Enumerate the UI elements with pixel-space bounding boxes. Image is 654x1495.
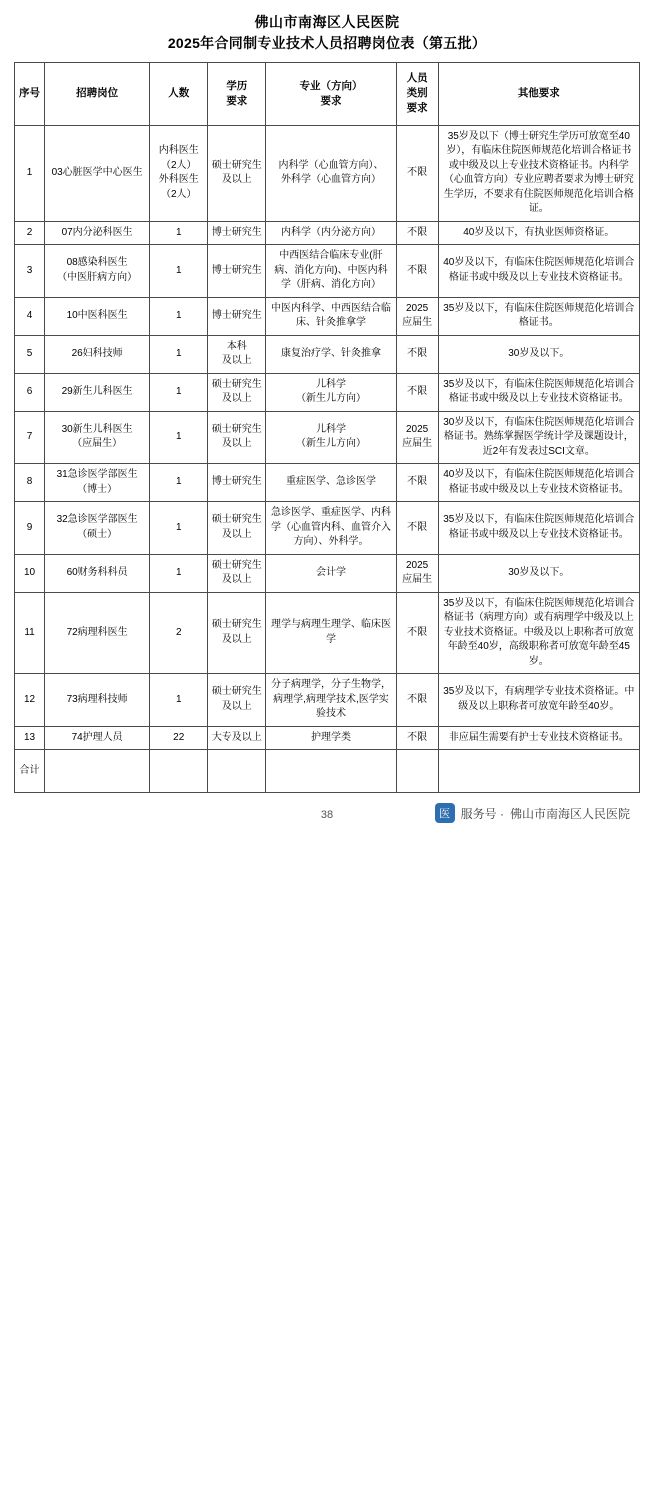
cell-other-requirements: 30岁及以下，有临床住院医师规范化培训合格证书。熟练掌握医学统计学及课题设计，近2年有发表过SCI文章。	[438, 411, 639, 464]
cell-major: 内科学（心血管方向）、 外科学（心血管方向）	[266, 125, 396, 221]
cell-number: 1	[150, 297, 208, 335]
cell-post: 08感染科医生 （中医肝病方向）	[45, 245, 150, 298]
cell-post: 29新生儿科医生	[45, 373, 150, 411]
cell-post: 31急诊医学部医生 （博士）	[45, 464, 150, 502]
cell-major: 重症医学、急诊医学	[266, 464, 396, 502]
cell-major: 理学与病理生理学、临床医学	[266, 592, 396, 674]
cell-post: 26妇科技师	[45, 335, 150, 373]
hospital-avatar-icon: 医	[435, 803, 455, 823]
table-row	[15, 411, 640, 464]
cell-number: 1	[150, 373, 208, 411]
account-prefix: 服务号 ·	[460, 806, 504, 821]
table-row	[15, 592, 640, 674]
cell-person-type: 不限	[396, 125, 438, 221]
cell-no: 10	[15, 554, 45, 592]
cell-person-type: 不限	[396, 335, 438, 373]
header-other: 其他要求	[438, 63, 639, 126]
cell-education: 硕士研究生 及以上	[208, 674, 266, 727]
cell-number: 1	[150, 221, 208, 245]
cell-person-type: 不限	[396, 674, 438, 727]
cell-no: 11	[15, 592, 45, 674]
cell-no: 13	[15, 726, 45, 750]
recruitment-table	[14, 62, 640, 793]
header-type-line2: 类别	[406, 87, 428, 100]
cell-person-type: 不限	[396, 373, 438, 411]
table-row	[15, 502, 640, 555]
total-post	[45, 750, 150, 793]
cell-person-type: 2025 应届生	[396, 297, 438, 335]
cell-major: 会计学	[266, 554, 396, 592]
cell-number: 1	[150, 411, 208, 464]
cell-major: 康复治疗学、针灸推拿	[266, 335, 396, 373]
table-row	[15, 221, 640, 245]
cell-education: 博士研究生	[208, 221, 266, 245]
page-number: 38	[320, 809, 334, 822]
cell-other-requirements: 35岁及以下，有病理学专业技术资格证。中级及以上职称者可放宽年龄至40岁。	[438, 674, 639, 727]
header-person-type	[396, 63, 438, 126]
cell-major: 内科学（内分泌方向）	[266, 221, 396, 245]
cell-no: 12	[15, 674, 45, 727]
cell-other-requirements: 35岁及以下，有临床住院医师规范化培训合格证书。	[438, 297, 639, 335]
table-row	[15, 245, 640, 298]
cell-education: 硕士研究生 及以上	[208, 411, 266, 464]
header-major	[266, 63, 396, 126]
header-post: 招聘岗位	[45, 63, 150, 126]
cell-number: 1	[150, 554, 208, 592]
table-row	[15, 554, 640, 592]
cell-person-type: 不限	[396, 464, 438, 502]
cell-other-requirements: 35岁及以下（博士研究生学历可放宽至40岁），有临床住院医师规范化培训合格证书或中级及以上专业技术资格证书。内科学（心血管方向）专业应聘者要求为博士研究生学历，不要求有住院医师规范化培训合格证。	[438, 125, 639, 221]
cell-other-requirements: 40岁及以下，有临床住院医师规范化培训合格证书或中级及以上专业技术资格证书。	[438, 245, 639, 298]
cell-other-requirements: 非应届生需要有护士专业技术资格证书。	[438, 726, 639, 750]
cell-no: 4	[15, 297, 45, 335]
cell-number: 2	[150, 592, 208, 674]
cell-post: 30新生儿科医生 （应届生）	[45, 411, 150, 464]
cell-education: 博士研究生	[208, 464, 266, 502]
total-other	[438, 750, 639, 793]
cell-number: 1	[150, 335, 208, 373]
cell-post: 72病理科医生	[45, 592, 150, 674]
cell-person-type: 不限	[396, 592, 438, 674]
cell-education: 硕士研究生 及以上	[208, 125, 266, 221]
cell-major: 护理学类	[266, 726, 396, 750]
cell-no: 1	[15, 125, 45, 221]
table-header-row	[15, 63, 640, 126]
cell-person-type: 不限	[396, 502, 438, 555]
cell-number: 1	[150, 245, 208, 298]
header-education-line2: 要求	[226, 94, 248, 107]
cell-person-type: 不限	[396, 726, 438, 750]
header-number: 人数	[150, 63, 208, 126]
header-education	[208, 63, 266, 126]
cell-person-type: 不限	[396, 221, 438, 245]
table-row	[15, 674, 640, 727]
cell-major: 儿科学 （新生儿方向）	[266, 373, 396, 411]
cell-other-requirements: 40岁及以下，有执业医师资格证。	[438, 221, 639, 245]
title-line-2: 2025年合同制专业技术人员招聘岗位表（第五批）	[167, 35, 487, 51]
table-row	[15, 726, 640, 750]
cell-other-requirements: 35岁及以下，有临床住院医师规范化培训合格证书（病理方向）或有病理学中级及以上专业技术资格证。中级及以上职称者可放宽年龄至40岁，高级职称者可放宽年龄至45岁。	[438, 592, 639, 674]
cell-education: 硕士研究生 及以上	[208, 502, 266, 555]
account-name: 佛山市南海区人民医院	[509, 806, 630, 821]
cell-major: 分子病理学，分子生物学，病理学,病理学技术,医学实验技术	[266, 674, 396, 727]
cell-post: 32急诊医学部医生 （硕士）	[45, 502, 150, 555]
cell-no: 9	[15, 502, 45, 555]
document-title	[14, 12, 640, 54]
total-number	[150, 750, 208, 793]
cell-number: 22	[150, 726, 208, 750]
cell-education: 博士研究生	[208, 297, 266, 335]
account-bar	[435, 803, 630, 823]
table-row	[15, 335, 640, 373]
cell-no: 5	[15, 335, 45, 373]
header-major-line1: 专业（方向）	[299, 79, 363, 92]
total-person-type	[396, 750, 438, 793]
cell-no: 3	[15, 245, 45, 298]
page-footer	[14, 793, 640, 851]
total-label: 合计	[15, 750, 45, 793]
header-no: 序号	[15, 63, 45, 126]
cell-person-type: 不限	[396, 245, 438, 298]
cell-education: 硕士研究生 及以上	[208, 592, 266, 674]
cell-number: 1	[150, 674, 208, 727]
cell-number: 1	[150, 502, 208, 555]
table-row	[15, 464, 640, 502]
table-row	[15, 297, 640, 335]
cell-major: 中西医结合临床专业(肝病、消化方向)、中医内科学（肝病、消化方向）	[266, 245, 396, 298]
cell-no: 6	[15, 373, 45, 411]
cell-no: 8	[15, 464, 45, 502]
table-row	[15, 125, 640, 221]
header-type-line1: 人员	[406, 72, 428, 84]
cell-other-requirements: 40岁及以下，有临床住院医师规范化培训合格证书或中级及以上专业技术资格证书。	[438, 464, 639, 502]
cell-post: 07内分泌科医生	[45, 221, 150, 245]
cell-post: 74护理人员	[45, 726, 150, 750]
header-major-line2: 要求	[320, 94, 342, 107]
cell-major: 中医内科学、中西医结合临床、针灸推拿学	[266, 297, 396, 335]
cell-other-requirements: 30岁及以下。	[438, 335, 639, 373]
table-total-row	[15, 750, 640, 793]
cell-person-type: 2025 应届生	[396, 554, 438, 592]
header-education-line1: 学历	[226, 79, 248, 92]
cell-other-requirements: 30岁及以下。	[438, 554, 639, 592]
cell-major: 急诊医学、重症医学、内科学（心血管内科、血管介入方向）、外科学。	[266, 502, 396, 555]
cell-post: 60财务科科员	[45, 554, 150, 592]
header-type-line3: 要求	[406, 102, 428, 115]
total-major	[266, 750, 396, 793]
cell-no: 2	[15, 221, 45, 245]
cell-major: 儿科学 （新生儿方向）	[266, 411, 396, 464]
cell-education: 博士研究生	[208, 245, 266, 298]
cell-post: 10中医科医生	[45, 297, 150, 335]
cell-education: 硕士研究生 及以上	[208, 554, 266, 592]
cell-number: 内科医生 （2人） 外科医生 （2人）	[150, 125, 208, 221]
table-body	[15, 125, 640, 793]
cell-person-type: 2025 应届生	[396, 411, 438, 464]
cell-education: 本科 及以上	[208, 335, 266, 373]
title-line-1: 佛山市南海区人民医院	[254, 14, 400, 30]
total-education	[208, 750, 266, 793]
cell-no: 7	[15, 411, 45, 464]
cell-education: 大专及以上	[208, 726, 266, 750]
cell-post: 03心脏医学中心医生	[45, 125, 150, 221]
cell-other-requirements: 35岁及以下，有临床住院医师规范化培训合格证书或中级及以上专业技术资格证书。	[438, 502, 639, 555]
table-row	[15, 373, 640, 411]
cell-number: 1	[150, 464, 208, 502]
cell-other-requirements: 35岁及以下，有临床住院医师规范化培训合格证书或中级及以上专业技术资格证书。	[438, 373, 639, 411]
cell-post: 73病理科技师	[45, 674, 150, 727]
cell-education: 硕士研究生 及以上	[208, 373, 266, 411]
